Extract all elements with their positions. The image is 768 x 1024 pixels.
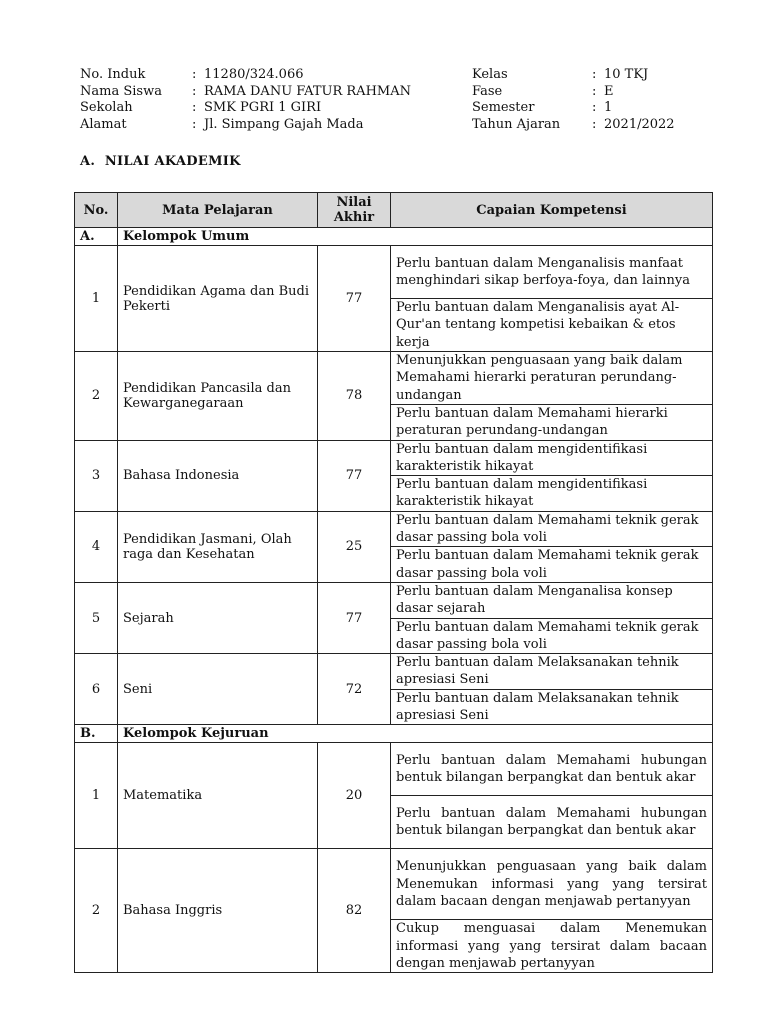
subject-grade: 77 (318, 582, 391, 653)
subject-grade: 78 (318, 352, 391, 441)
subject-no: 5 (75, 582, 118, 653)
table-row (75, 511, 713, 547)
group-code: A. (75, 228, 118, 246)
info-row-fase (472, 84, 675, 101)
info-row-tahun-ajaran (472, 117, 675, 134)
info-row-semester (472, 100, 675, 117)
competency-text: Perlu bantuan dalam Menganalisis manfaat menghindari sikap berfoya-foya, dan lainnya (391, 246, 713, 299)
info-label: Tahun Ajaran (472, 116, 561, 132)
info-colon: : (192, 83, 197, 99)
table-row (75, 849, 713, 920)
subject-grade: 77 (318, 246, 391, 352)
table-row (75, 246, 713, 299)
info-value-tahun-ajaran: 2021/2022 (604, 116, 675, 132)
subject-name: Seni (118, 654, 318, 725)
info-value-fase: E (604, 83, 614, 99)
info-row-sekolah (80, 100, 411, 117)
table-row (75, 440, 713, 476)
info-colon: : (592, 100, 597, 115)
info-colon: : (192, 116, 197, 132)
info-value-sekolah: SMK PGRI 1 GIRI (204, 100, 322, 115)
competency-text: Menunjukkan penguasaan yang baik dalam Menemukan informasi yang yang tersirat dalam bacaan dengan menjawab pertanyyan (391, 849, 713, 920)
table-row (75, 743, 713, 796)
info-value-nama-siswa: RAMA DANU FATUR RAHMAN (204, 83, 411, 99)
info-label: Semester (472, 100, 535, 115)
info-label: Sekolah (80, 100, 133, 115)
table-header-row (75, 193, 713, 228)
header-subject: Mata Pelajaran (118, 193, 318, 228)
group-row-kejuruan (75, 725, 713, 743)
competency-text: Perlu bantuan dalam Memahami teknik gerak dasar passing bola voli (391, 511, 713, 547)
info-colon: : (592, 116, 597, 132)
info-colon: : (592, 67, 597, 82)
subject-grade: 72 (318, 654, 391, 725)
competency-text: Perlu bantuan dalam Menganalisa konsep dasar sejarah (391, 582, 713, 618)
table-row (75, 654, 713, 690)
competency-text: Cukup menguasai dalam Menemukan informasi yang yang tersirat dalam bacaan dengan menjawab pertanyyan (391, 920, 713, 973)
subject-no: 2 (75, 849, 118, 973)
info-label: Fase (472, 83, 503, 99)
subject-name: Sejarah (118, 582, 318, 653)
table-row (75, 582, 713, 618)
info-label: No. Induk (80, 67, 146, 82)
competency-text: Perlu bantuan dalam Memahami teknik gerak dasar passing bola voli (391, 547, 713, 583)
info-label: Kelas (472, 67, 508, 82)
info-colon: : (192, 67, 197, 82)
header-no: No. (75, 193, 118, 228)
competency-text: Perlu bantuan dalam Memahami hubungan bentuk bilangan berpangkat dan bentuk akar (391, 743, 713, 796)
subject-no: 6 (75, 654, 118, 725)
info-value-no-induk: 11280/324.066 (204, 67, 304, 82)
subject-grade: 25 (318, 511, 391, 582)
table-row (75, 352, 713, 405)
section-title: A. NILAI AKADEMIK (80, 154, 241, 169)
subject-no: 2 (75, 352, 118, 441)
subject-no: 1 (75, 246, 118, 352)
group-name: Kelompok Kejuruan (118, 725, 713, 743)
subject-name: Matematika (118, 743, 318, 849)
subject-name: Bahasa Inggris (118, 849, 318, 973)
competency-text: Perlu bantuan dalam mengidentifikasi karakteristik hikayat (391, 440, 713, 476)
subject-name: Pendidikan Jasmani, Olah raga dan Kesehatan (118, 511, 318, 582)
subject-no: 3 (75, 440, 118, 511)
info-row-alamat (80, 117, 411, 134)
info-value-alamat: Jl. Simpang Gajah Mada (204, 116, 364, 132)
info-colon: : (192, 100, 197, 115)
competency-text: Perlu bantuan dalam Memahami hierarki peraturan perundang-undangan (391, 405, 713, 441)
group-code: B. (75, 725, 118, 743)
subject-grade: 82 (318, 849, 391, 973)
header-grade: Nilai Akhir (318, 193, 391, 228)
subject-no: 4 (75, 511, 118, 582)
info-row-kelas (472, 67, 675, 84)
group-row-umum (75, 228, 713, 246)
subject-name: Bahasa Indonesia (118, 440, 318, 511)
subject-name: Pendidikan Pancasila dan Kewarganegaraan (118, 352, 318, 441)
competency-text: Menunjukkan penguasaan yang baik dalam Memahami hierarki peraturan perundang-undangan (391, 352, 713, 405)
subject-name: Pendidikan Agama dan Budi Pekerti (118, 246, 318, 352)
info-label: Alamat (80, 116, 127, 132)
competency-text: Perlu bantuan dalam Melaksanakan tehnik apresiasi Seni (391, 654, 713, 690)
competency-text: Perlu bantuan dalam Menganalisis ayat Al-Qur'an tentang kompetisi kebaikan & etos kerja (391, 299, 713, 352)
info-label: Nama Siswa (80, 83, 162, 99)
grades-table (74, 192, 713, 973)
competency-text: Perlu bantuan dalam mengidentifikasi karakteristik hikayat (391, 476, 713, 512)
header-competency: Capaian Kompetensi (391, 193, 713, 228)
group-name: Kelompok Umum (118, 228, 713, 246)
info-value-semester: 1 (604, 100, 613, 115)
subject-no: 1 (75, 743, 118, 849)
competency-text: Perlu bantuan dalam Melaksanakan tehnik apresiasi Seni (391, 689, 713, 725)
student-info-right (472, 67, 675, 133)
info-colon: : (592, 83, 597, 99)
subject-grade: 20 (318, 743, 391, 849)
info-row-no-induk (80, 67, 411, 84)
subject-grade: 77 (318, 440, 391, 511)
student-info-left (80, 67, 411, 133)
competency-text: Perlu bantuan dalam Memahami teknik gerak dasar passing bola voli (391, 618, 713, 654)
info-value-kelas: 10 TKJ (604, 67, 649, 82)
info-row-nama-siswa (80, 84, 411, 101)
competency-text: Perlu bantuan dalam Memahami hubungan bentuk bilangan berpangkat dan bentuk akar (391, 796, 713, 849)
